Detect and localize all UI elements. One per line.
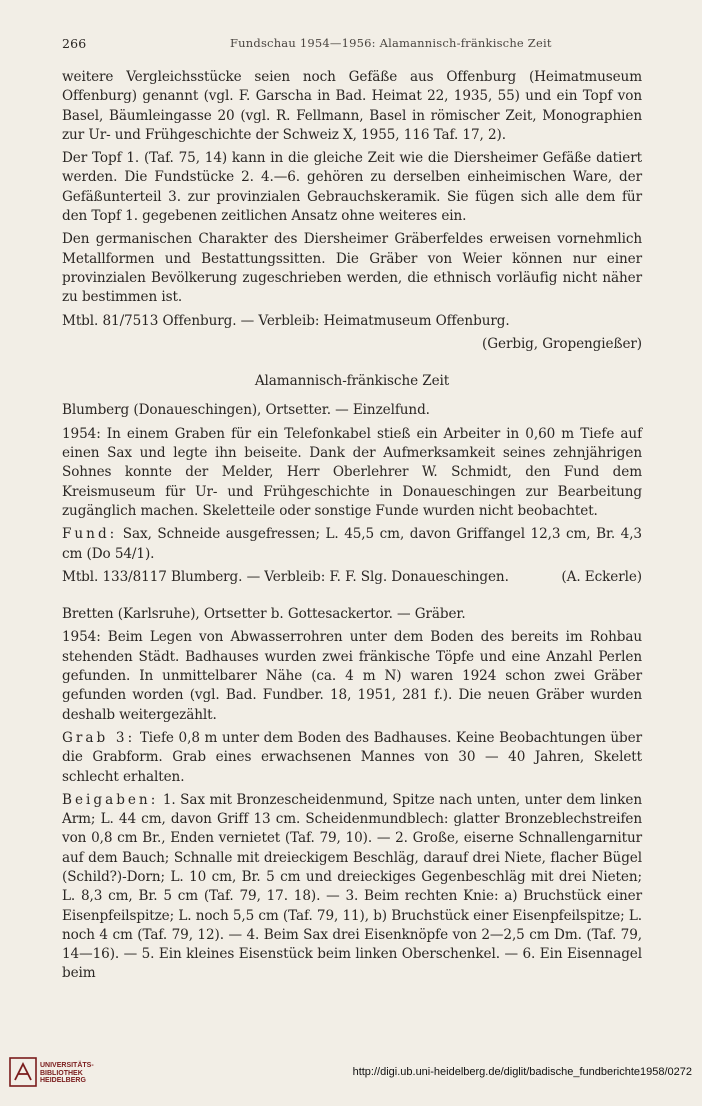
section-heading: Alamannisch-fränkische Zeit [254, 373, 450, 390]
paragraph: Der Topf 1. (Taf. 75, 14) kann in die gleiche Zeit wie die Diersheimer Gefäße datiert werden. Die Fundstücke 2. 4.—6. gehören zu derselben einheimischen Ware, der Gefäßunterteil 3. zur provinzialen Gebrauchskeramik. Sie fügen sich alle dem für den Topf 1. gegebenen zeitlichen Ansatz ohne weiteres ein. [62, 150, 642, 225]
fund-paragraph [62, 525, 642, 564]
entry-desc: (Karlsruhe), Ortsetter b. Gottesackertor. — Gräber. [113, 606, 466, 623]
paragraph: weitere Vergleichsstücke seien noch Gefäße aus Offenburg (Heimatmuseum Offenburg) genannt (vgl. F. Garscha in Bad. Heimat 22, 1935, 55) und ein Topf von Basel, Bäumleingasse 20 (vgl. R. Fellmann, Basel in römischer Zeit, Monographien zur Ur- und Frühgeschichte der Schweiz X, 1955, 116 Taf. 17, 2). [62, 69, 642, 143]
paragraph: 1954: Beim Legen von Abwasserrohren unter dem Boden des bereits im Rohbau stehenden Städt. Badhauses wurden zwei fränkische Töpfe und eine Anzahl Perlen gefunden. In unmittelbarer Nähe (ca. 4 m N) waren 1924 schon zwei Gräber gefunden worden (vgl. Bad. Fundber. 18, 1951, 281 f.). Die neuen Gräber wurden deshalb weitergezählt. [62, 629, 642, 723]
entry-desc: (Donaueschingen), Ortsetter. — Einzelfund. [129, 402, 430, 419]
university-logo-icon [8, 1056, 38, 1088]
document-body [62, 68, 642, 988]
entry-place: Bretten [62, 606, 114, 623]
entry-title-bretten [62, 605, 642, 624]
grab-text: Tiefe 0,8 m unter dem Boden des Badhauses. Keine Beobachtungen über die Grabform. Grab eines erwachsenen Mannes von 30 — 40 Jahren, Skelett schlecht erhalten. [62, 729, 643, 785]
mtbl-line [62, 568, 642, 587]
author-credit: (A. Eckerle) [561, 568, 642, 585]
paragraph: Den germanischen Charakter des Diersheimer Gräberfeldes erweisen vornehmlich Metallformen und Bestattungssitten. Die Gräber von Weier können nur einer provinzialen Bevölkerung zugeschrieben werden, die ethnisch vorläufig nicht näher zu bestimmen ist. [62, 231, 642, 306]
fund-text: Sax, Schneide ausgefressen; L. 45,5 cm, davon Griffangel 12,3 cm, Br. 4,3 cm (Do 54/1). [62, 526, 642, 562]
paragraph: 1954: In einem Graben für ein Telefonkabel stieß ein Arbeiter in 0,60 m Tiefe auf einen Sax und legte ihn beiseite. Dank der Aufmerksamkeit seines zehnjährigen Sohnes konnte der Melder, Herr Oberlehrer W. Schmidt, den Fund dem Kreismuseum für Ur- und Frühgeschichte in Donaueschingen zur Bearbeitung zugänglich machen. Skeletteile oder sonstige Funde wurden nicht beobachtet. [62, 425, 642, 519]
beigaben-paragraph [62, 791, 642, 984]
page-number: 266 [62, 36, 87, 51]
beigaben-text: 1. Sax mit Bronzescheidenmund, Spitze nach unten, unter dem linken Arm; L. 44 cm, davon Griff 13 cm. Scheidenmundblech: glatter Bronzeblechstreifen von 0,8 cm Br., Enden vernietet (Taf. 79, 10). — 2. Große, eiserne Schnallengarnitur auf dem Bauch; Schnalle mit dreieckigem Beschläg, darauf drei Niete, flacher Bügel (Schild?)-Dorn; L. 10 cm, Br. 5 cm und dreieckiges Gegenbeschläg mit drei Nieten; L. 8,3 cm, Br. 5 cm (Taf. 79, 17. 18). — 3. Beim rechten Knie: a) Bruchstück einer Eisenpfeilspitze; L. noch 5,5 cm (Taf. 79, 11), b) Bruchstück einer Eisenpfeilspitze; L. noch 4 cm (Taf. 79, 12). — 4. Beim Sax drei Eisenknöpfe von 2—2,5 cm Dm. (Taf. 79, 14—16). — 5. Ein kleines Eisenstück beim linken Oberschenkel. — 6. Ein Eisennagel beim [62, 791, 642, 982]
beigaben-label: Beigaben: [62, 791, 159, 808]
library-name: UNIVERSITÄTS- BIBLIOTHEK HEIDELBERG [40, 1062, 94, 1084]
entry-title-blumberg [62, 401, 642, 420]
grab-label: Grab 3: [62, 729, 136, 746]
author-credit: (Gerbig, Gropengießer) [482, 335, 642, 352]
entry-place: Blumberg [62, 402, 130, 419]
running-title: Fundschau 1954—1956: Alamannisch-fränkische Zeit [230, 36, 552, 50]
footer-bar [0, 1050, 702, 1090]
paragraph: Mtbl. 81/7513 Offenburg. — Verbleib: Heimatmuseum Offenburg. [62, 312, 510, 329]
source-url-link[interactable]: http://digi.ub.uni-heidelberg.de/diglit/badische_fundberichte1958/0272 [352, 1066, 692, 1078]
fund-label: Fund: [62, 526, 118, 543]
mtbl-text: Mtbl. 133/8117 Blumberg. — Verbleib: F. F. Slg. Donaueschingen. [62, 568, 509, 585]
grab-paragraph [62, 729, 642, 787]
